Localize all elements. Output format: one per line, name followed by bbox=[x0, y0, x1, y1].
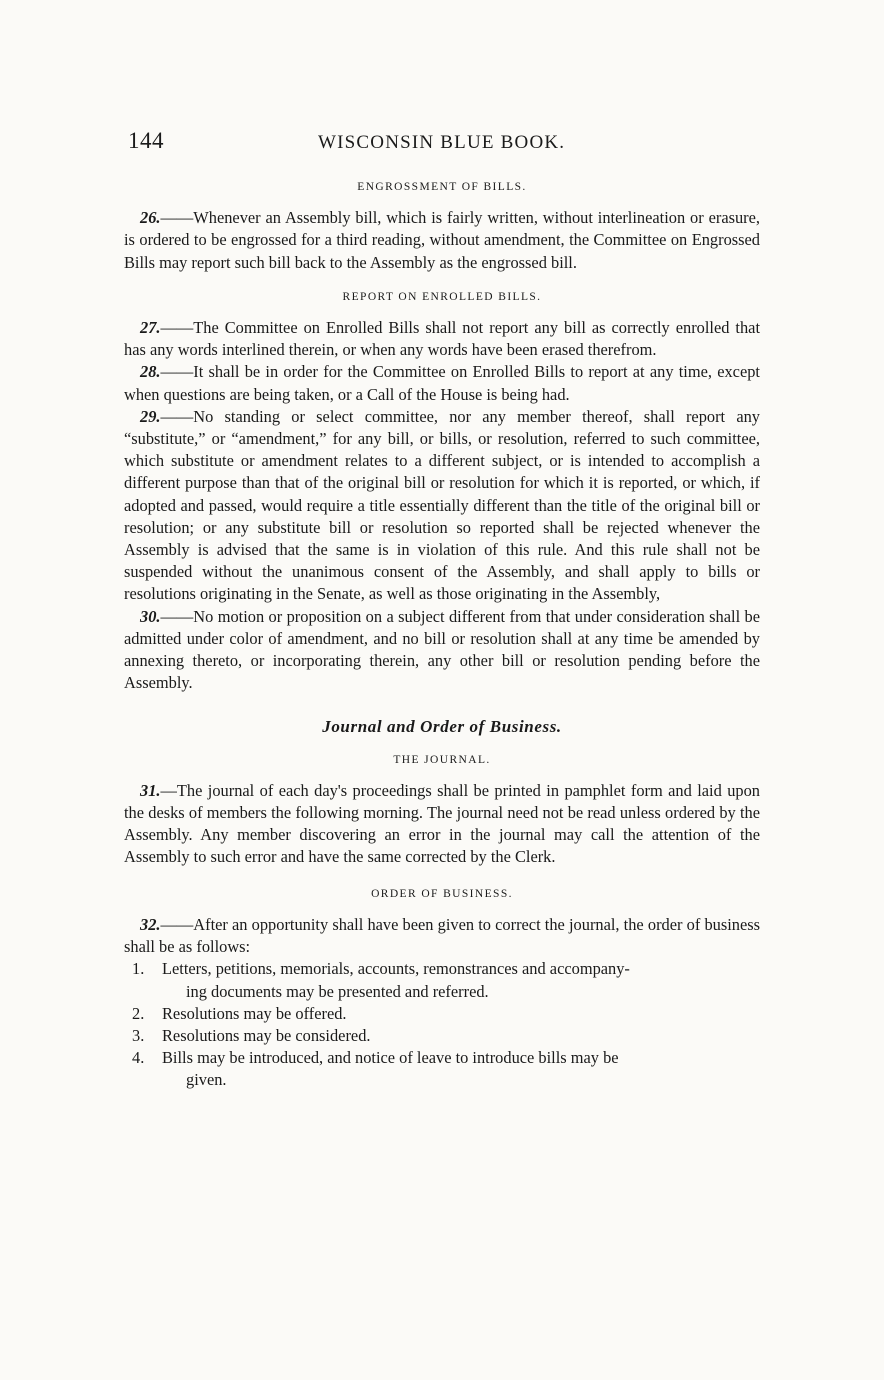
rule-32 bbox=[124, 914, 760, 958]
rule-number: 32. bbox=[140, 914, 161, 934]
list-item bbox=[124, 958, 760, 1002]
rule-text: ——The Committee on Enrolled Bills shall not report any bill as correctly enrolled that has any words interlined therein, or when any words have been erased therefrom. bbox=[124, 318, 760, 360]
rule-29 bbox=[124, 406, 760, 606]
list-item bbox=[124, 1047, 760, 1091]
rule-31 bbox=[124, 780, 760, 869]
list-item-continuation: ing documents may be presented and referred. bbox=[186, 981, 489, 1001]
running-title: WISCONSIN BLUE BOOK. bbox=[318, 132, 566, 153]
section-heading-engrossment: ENGROSSMENT OF BILLS. bbox=[357, 181, 527, 193]
list-item-number: 1. bbox=[132, 959, 145, 979]
list-item-text bbox=[162, 1047, 760, 1091]
list-item-line: Resolutions may be considered. bbox=[162, 1025, 371, 1045]
rule-26 bbox=[124, 207, 760, 274]
list-item bbox=[124, 1003, 760, 1025]
rule-text: ——No standing or select committee, nor any member thereof, shall report any “substitute,” or “amendment,” for any bill, or bills, or resolution, referred to such committee, which substitute or amendment relates to a different subject, or is intended to accomplish a different purpose than that of the original bill or resolution for which it is reported, or which, if adopted and passed, would require a title essentially different than the title of the original bill or resolution; or any substitute bill or resolution so reported shall be rejected whenever the Assembly is advised that the same is in violation of this rule. And this rule shall not be suspended without the unanimous consent of the Assembly, and shall apply to bills or resolutions originating in the Senate, as well as those originating in the Assembly, bbox=[124, 406, 760, 604]
list-item-line: Bills may be introduced, and notice of leave to introduce bills may be bbox=[162, 1048, 619, 1068]
list-item-number: 3. bbox=[132, 1025, 145, 1045]
rule-text: ——After an opportunity shall have been given to correct the journal, the order of business shall be as follows: bbox=[124, 914, 760, 957]
rule-number: 26. bbox=[140, 208, 161, 228]
rule-30 bbox=[124, 606, 760, 695]
list-item bbox=[124, 1025, 760, 1047]
list-item-continuation: given. bbox=[186, 1070, 227, 1090]
section-heading-order: ORDER OF BUSINESS. bbox=[371, 887, 513, 900]
chapter-heading-journal: Journal and Order of Business. bbox=[322, 717, 562, 737]
list-item-line: Resolutions may be offered. bbox=[162, 1003, 347, 1023]
rule-number: 31. bbox=[140, 780, 161, 800]
list-item-text bbox=[162, 958, 760, 1002]
rule-number: 27. bbox=[140, 318, 161, 338]
rule-number: 28. bbox=[140, 362, 161, 382]
order-of-business-list bbox=[124, 958, 760, 1091]
rule-number: 30. bbox=[140, 606, 161, 626]
page-header bbox=[128, 128, 758, 162]
list-item-number: 2. bbox=[132, 1003, 145, 1023]
page-number: 144 bbox=[128, 128, 164, 153]
rule-text: —The journal of each day's proceedings shall be printed in pamphlet form and laid upon the desks of members the following morning. The journal need not be read unless ordered by the Assembly. Any member discovering an error in the journal may call the attention of the Assembly to such error and have the same corrected by the Clerk. bbox=[124, 780, 760, 867]
page-body bbox=[124, 172, 760, 1092]
rule-27 bbox=[124, 317, 760, 361]
rule-text: ——It shall be in order for the Committee on Enrolled Bills to report at any time, except when questions are being taken, or a Call of the House is being had. bbox=[124, 362, 760, 404]
rule-28 bbox=[124, 361, 760, 405]
rule-text: ——No motion or proposition on a subject different from that under consideration shall be admitted under color of amendment, and no bill or resolution shall at any time be amended by annexing thereto, or incorporating therein, any other bill or resolution pending before the Assembly. bbox=[124, 606, 760, 693]
rule-text: ——Whenever an Assembly bill, which is fairly written, without interlineation or erasure, is ordered to be engrossed for a third reading, without amendment, the Committee on Engrossed Bills may report such bill back to the Assembly as the engrossed bill. bbox=[124, 208, 760, 272]
section-heading-journal: THE JOURNAL. bbox=[393, 753, 491, 766]
list-item-line: Letters, petitions, memorials, accounts, remonstrances and accompany- bbox=[162, 959, 630, 979]
section-heading-report: REPORT ON ENROLLED BILLS. bbox=[342, 290, 542, 303]
list-item-number: 4. bbox=[132, 1048, 145, 1068]
rule-number: 29. bbox=[140, 406, 161, 426]
